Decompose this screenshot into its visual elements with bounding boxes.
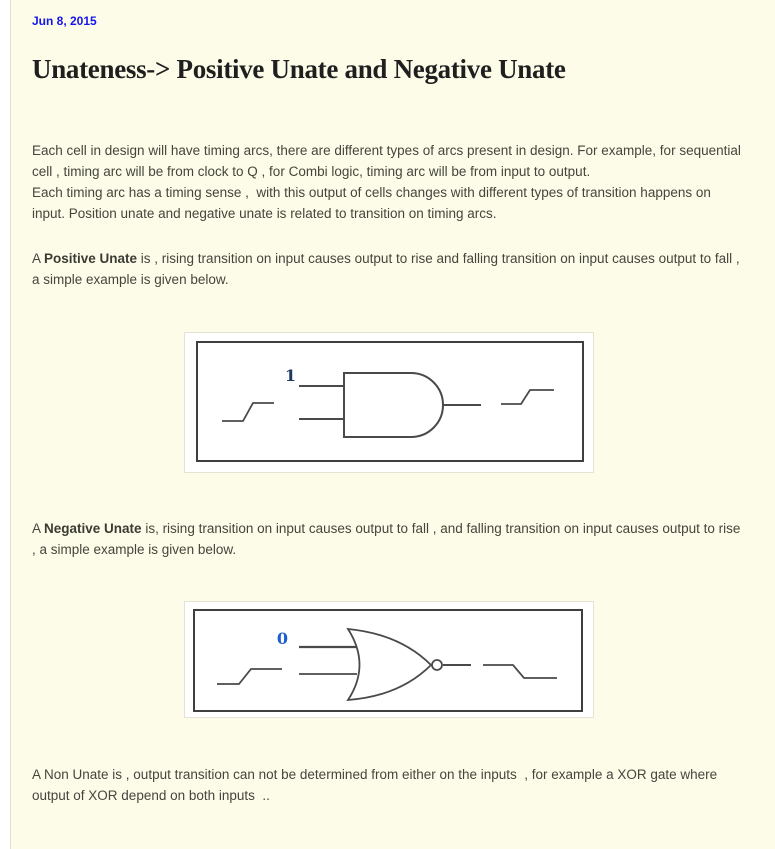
input-rising-waveform	[222, 403, 274, 421]
post-title: Unateness-> Positive Unate and Negative Unate	[32, 54, 566, 84]
inversion-bubble-icon	[432, 660, 442, 670]
positive-unate-term: Positive Unate	[44, 251, 138, 266]
input-constant-label: 1	[284, 366, 296, 385]
post-date-link[interactable]: Jun 8, 2015	[32, 14, 97, 28]
and-gate-icon	[344, 373, 443, 437]
intro-line-1: Each cell in design will have timing arcs, there are different types of arcs present in design. For example, for sequential cell , timing arc will be from clock to Q , for Combi logic, timing arc will be from input to output.	[32, 143, 745, 179]
nor-gate-icon	[348, 629, 431, 700]
positive-unate-text: is , rising transition on input causes output to rise and falling transition on input causes output to fall , a simple example is given below.	[32, 251, 744, 287]
post-content	[11, 0, 775, 849]
output-falling-waveform	[483, 665, 557, 678]
nor-gate-diagram	[185, 602, 593, 717]
input-constant-label: 0	[276, 629, 288, 648]
negative-unate-figure[interactable]	[184, 601, 594, 718]
positive-unate-paragraph	[32, 248, 744, 290]
output-rising-waveform	[501, 390, 554, 404]
input-rising-waveform	[217, 669, 282, 684]
positive-unate-figure[interactable]	[184, 332, 594, 473]
intro-paragraph	[32, 140, 744, 224]
and-gate-diagram	[185, 333, 593, 472]
page-left-margin	[0, 0, 11, 849]
negative-unate-text: is, rising transition on input causes output to fall , and falling transition on input causes output to rise , a simple example is given below.	[32, 521, 745, 557]
negative-unate-paragraph	[32, 518, 744, 560]
intro-line-2: Each timing arc has a timing sense , with this output of cells changes with different types of transition happens on input. Position unate and negative unate is related to transition on timing arcs.	[32, 185, 715, 221]
positive-unate-prefix: A	[32, 251, 45, 266]
negative-unate-prefix: A	[32, 521, 45, 536]
negative-unate-term: Negative Unate	[44, 521, 142, 536]
non-unate-paragraph: A Non Unate is , output transition can not be determined from either on the inputs , for example a XOR gate where output of XOR depend on both inputs ..	[32, 767, 721, 803]
